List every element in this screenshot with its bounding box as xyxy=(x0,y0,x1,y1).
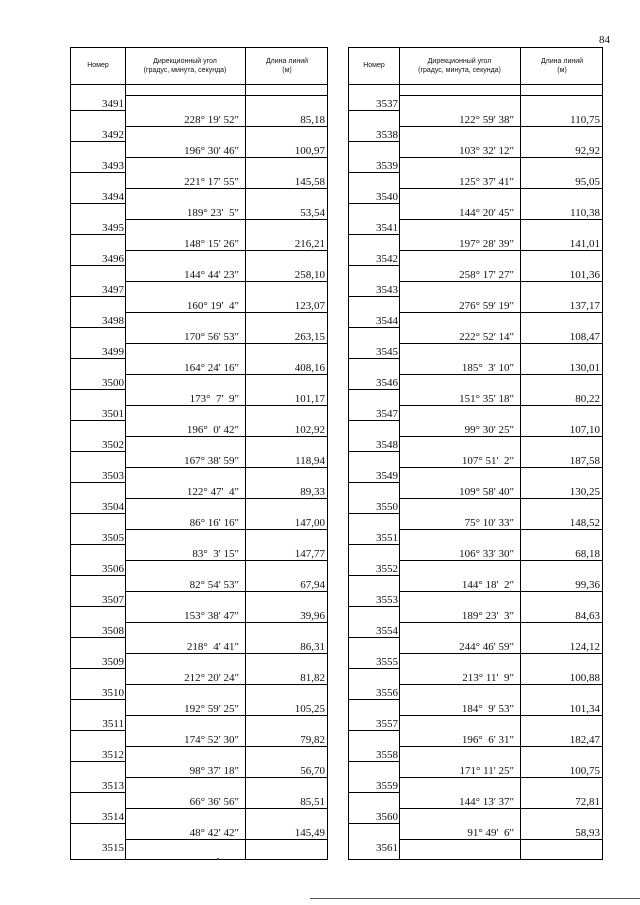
point-number: 3551 xyxy=(376,532,398,544)
direction-angle: 75° 10' 33" xyxy=(464,517,514,529)
row-rule xyxy=(349,358,399,359)
line-length: 148,52 xyxy=(569,517,600,529)
point-number: 3514 xyxy=(102,811,124,823)
row-rule xyxy=(399,777,602,778)
row-rule xyxy=(399,312,602,313)
line-length: 39,96 xyxy=(300,610,325,622)
row-rule xyxy=(71,637,125,638)
line-length: 95,05 xyxy=(575,176,600,188)
point-number: 3506 xyxy=(102,563,124,575)
row-rule xyxy=(71,544,125,545)
direction-angle: 213° 11' 9" xyxy=(462,672,514,684)
row-rule xyxy=(125,281,327,282)
point-number: 3539 xyxy=(376,160,398,172)
row-rule xyxy=(71,172,125,173)
row-rule xyxy=(125,622,327,623)
point-number: 3543 xyxy=(376,284,398,296)
line-length: 141,01 xyxy=(569,238,600,250)
direction-angle: 221° 17' 55" xyxy=(184,176,239,188)
direction-angle: 122° 47' 4" xyxy=(186,486,239,498)
header-length-units: (м) xyxy=(282,67,292,74)
line-length: 99,36 xyxy=(575,579,600,591)
row-rule xyxy=(71,730,125,731)
row-rule xyxy=(125,95,327,96)
line-length: 68,18 xyxy=(575,548,600,560)
row-rule xyxy=(125,374,327,375)
row-rule xyxy=(71,110,125,111)
direction-angle: 66° 36' 56" xyxy=(189,796,239,808)
header-length-title: Длина линий xyxy=(265,57,309,65)
point-number: 3557 xyxy=(376,718,398,730)
point-number: 3552 xyxy=(376,563,398,575)
row-rule xyxy=(125,343,327,344)
row-rule xyxy=(349,823,399,824)
line-length: 124,12 xyxy=(569,641,600,653)
point-number: 3504 xyxy=(102,501,124,513)
row-rule xyxy=(399,467,602,468)
coordinates-table-right xyxy=(348,47,603,860)
row-rule xyxy=(349,234,399,235)
row-rule xyxy=(71,327,125,328)
direction-angle: 197° 28' 39" xyxy=(459,238,514,250)
point-number: 3558 xyxy=(376,749,398,761)
row-rule xyxy=(125,839,327,840)
line-length: 258,10 xyxy=(294,269,325,281)
row-rule xyxy=(71,451,125,452)
row-rule xyxy=(399,839,602,840)
row-rule xyxy=(125,529,327,530)
row-rule xyxy=(71,389,125,390)
row-rule xyxy=(349,420,399,421)
row-rule xyxy=(125,591,327,592)
row-rule xyxy=(399,498,602,499)
point-number: 3545 xyxy=(376,346,398,358)
point-number: 3513 xyxy=(102,780,124,792)
line-length: 263,15 xyxy=(294,331,325,343)
line-length: 130,25 xyxy=(569,486,600,498)
point-number: 3556 xyxy=(376,687,398,699)
line-length: 101,36 xyxy=(569,269,600,281)
row-rule xyxy=(349,637,399,638)
row-rule xyxy=(125,467,327,468)
row-rule xyxy=(349,513,399,514)
direction-angle: 86° 16' 16" xyxy=(189,517,239,529)
row-rule xyxy=(71,699,125,700)
row-rule xyxy=(399,281,602,282)
direction-angle: 189° 23' 3" xyxy=(461,610,514,622)
direction-angle: 82° 54' 53" xyxy=(189,579,239,591)
direction-angle: 151° 35' 18" xyxy=(459,393,514,405)
row-rule xyxy=(71,296,125,297)
line-length: 137,17 xyxy=(569,300,600,312)
row-rule xyxy=(399,188,602,189)
row-rule xyxy=(349,606,399,607)
row-rule xyxy=(125,560,327,561)
point-number: 3537 xyxy=(376,98,398,110)
point-number: 3497 xyxy=(102,284,124,296)
row-rule xyxy=(349,792,399,793)
row-rule xyxy=(125,219,327,220)
direction-angle: 160° 19' 4" xyxy=(186,300,239,312)
header-angle xyxy=(125,48,245,84)
direction-angle: 83° 3' 15" xyxy=(192,548,239,560)
row-rule xyxy=(71,761,125,762)
header-number xyxy=(349,48,399,84)
direction-angle: 99° 30' 25" xyxy=(464,424,514,436)
direction-angle: 196° 6' 31" xyxy=(461,734,514,746)
direction-angle: 103° 32' 12" xyxy=(459,145,514,157)
row-rule xyxy=(71,265,125,266)
row-rule xyxy=(349,668,399,669)
header-number-label: Номер xyxy=(87,62,109,70)
header-length xyxy=(245,48,329,84)
row-rule xyxy=(349,296,399,297)
line-length: 107,10 xyxy=(569,424,600,436)
header-length-units: (м) xyxy=(557,67,567,74)
direction-angle: 144° 44' 23" xyxy=(184,269,239,281)
line-length: 79,82 xyxy=(300,734,325,746)
direction-angle: 212° 20' 24" xyxy=(184,672,239,684)
row-rule xyxy=(349,482,399,483)
point-number: 3550 xyxy=(376,501,398,513)
line-length: 85,51 xyxy=(300,796,325,808)
row-rule xyxy=(349,172,399,173)
row-rule xyxy=(125,436,327,437)
line-length: 408,16 xyxy=(294,362,325,374)
point-number: 3510 xyxy=(102,687,124,699)
row-rule xyxy=(71,420,125,421)
point-number: 3511 xyxy=(102,718,124,730)
direction-angle: 171° 11' 25" xyxy=(459,765,514,777)
row-rule xyxy=(349,389,399,390)
line-length: 187,58 xyxy=(569,455,600,467)
line-length: 145,49 xyxy=(294,827,325,839)
line-length: 84,63 xyxy=(575,610,600,622)
line-length: 67,94 xyxy=(300,579,325,591)
row-rule xyxy=(399,715,602,716)
direction-angle: 184° 9' 53" xyxy=(461,703,514,715)
table-header xyxy=(71,48,327,85)
point-number: 3546 xyxy=(376,377,398,389)
direction-angle: 167° 38' 59" xyxy=(184,455,239,467)
line-length: 102,92 xyxy=(294,424,325,436)
point-number: 3492 xyxy=(102,129,124,141)
point-number: 3553 xyxy=(376,594,398,606)
header-length xyxy=(520,48,604,84)
point-number: 3507 xyxy=(102,594,124,606)
point-number: 3508 xyxy=(102,625,124,637)
row-rule xyxy=(399,374,602,375)
direction-angle: 276° 59' 19" xyxy=(459,300,514,312)
line-length: 118,94 xyxy=(295,455,325,467)
scan-speck xyxy=(217,858,219,860)
line-length: 81,82 xyxy=(300,672,325,684)
row-rule xyxy=(399,746,602,747)
row-rule xyxy=(399,126,602,127)
point-number: 3544 xyxy=(376,315,398,327)
line-length: 100,88 xyxy=(569,672,600,684)
line-length: 100,97 xyxy=(294,145,325,157)
header-angle-title: Дирекционный угол xyxy=(427,57,492,65)
row-rule xyxy=(71,358,125,359)
row-rule xyxy=(71,513,125,514)
point-number: 3547 xyxy=(376,408,398,420)
direction-angle: 125° 37' 41" xyxy=(459,176,514,188)
point-number: 3505 xyxy=(102,532,124,544)
header-length-title: Длина линий xyxy=(540,57,584,65)
line-length: 110,38 xyxy=(570,207,600,219)
row-rule xyxy=(125,808,327,809)
row-rule xyxy=(125,126,327,127)
point-number: 3496 xyxy=(102,253,124,265)
point-number: 3542 xyxy=(376,253,398,265)
direction-angle: 196° 30' 46" xyxy=(184,145,239,157)
table-header xyxy=(349,48,602,85)
point-number: 3502 xyxy=(102,439,124,451)
row-rule xyxy=(125,777,327,778)
line-length: 58,93 xyxy=(575,827,600,839)
direction-angle: 98° 37' 18" xyxy=(189,765,239,777)
row-rule xyxy=(125,312,327,313)
row-rule xyxy=(125,188,327,189)
row-rule xyxy=(399,219,602,220)
row-rule xyxy=(349,699,399,700)
header-angle-units: (градус, минута, секунда) xyxy=(143,67,227,74)
point-number: 3538 xyxy=(376,129,398,141)
direction-angle: 196° 0' 42" xyxy=(186,424,239,436)
line-length: 89,33 xyxy=(300,486,325,498)
row-rule xyxy=(71,482,125,483)
row-rule xyxy=(71,203,125,204)
direction-angle: 258° 17' 27" xyxy=(459,269,514,281)
line-length: 85,18 xyxy=(300,114,325,126)
header-number xyxy=(71,48,125,84)
row-rule xyxy=(349,327,399,328)
row-rule xyxy=(71,575,125,576)
line-length: 101,17 xyxy=(294,393,325,405)
point-number: 3540 xyxy=(376,191,398,203)
row-rule xyxy=(349,203,399,204)
row-rule xyxy=(349,544,399,545)
row-rule xyxy=(399,808,602,809)
page-number: 84 xyxy=(599,34,610,46)
header-angle xyxy=(399,48,520,84)
row-rule xyxy=(71,234,125,235)
row-rule xyxy=(399,250,602,251)
line-length: 147,00 xyxy=(294,517,325,529)
row-rule xyxy=(71,668,125,669)
line-length: 72,81 xyxy=(575,796,600,808)
direction-angle: 144° 20' 45" xyxy=(459,207,514,219)
direction-angle: 222° 52' 14" xyxy=(459,331,514,343)
point-number: 3501 xyxy=(102,408,124,420)
header-angle-units: (градус, минута, секунда) xyxy=(418,67,501,74)
line-length: 53,54 xyxy=(300,207,325,219)
direction-angle: 174° 52' 30" xyxy=(184,734,239,746)
direction-angle: 106° 33' 30" xyxy=(459,548,514,560)
point-number: 3498 xyxy=(102,315,124,327)
line-length: 123,07 xyxy=(294,300,325,312)
line-length: 92,92 xyxy=(575,145,600,157)
row-rule xyxy=(399,343,602,344)
coordinates-table-left xyxy=(70,47,328,860)
row-rule xyxy=(71,823,125,824)
point-number: 3509 xyxy=(102,656,124,668)
direction-angle: 144° 13' 37" xyxy=(459,796,514,808)
point-number: 3500 xyxy=(102,377,124,389)
direction-angle: 164° 24' 16" xyxy=(184,362,239,374)
direction-angle: 192° 59' 25" xyxy=(184,703,239,715)
row-rule xyxy=(125,715,327,716)
point-number: 3515 xyxy=(102,842,124,854)
row-rule xyxy=(71,606,125,607)
row-rule xyxy=(399,560,602,561)
line-length: 110,75 xyxy=(570,114,600,126)
line-length: 101,34 xyxy=(569,703,600,715)
point-number: 3503 xyxy=(102,470,124,482)
point-number: 3549 xyxy=(376,470,398,482)
point-number: 3494 xyxy=(102,191,124,203)
direction-angle: 148° 15' 26" xyxy=(184,238,239,250)
point-number: 3499 xyxy=(102,346,124,358)
row-rule xyxy=(399,591,602,592)
line-length: 108,47 xyxy=(569,331,600,343)
line-length: 56,70 xyxy=(300,765,325,777)
point-number: 3559 xyxy=(376,780,398,792)
point-number: 3560 xyxy=(376,811,398,823)
line-length: 100,75 xyxy=(569,765,600,777)
row-rule xyxy=(125,746,327,747)
direction-angle: 244° 46' 59" xyxy=(459,641,514,653)
point-number: 3561 xyxy=(376,842,398,854)
line-length: 145,58 xyxy=(294,176,325,188)
row-rule xyxy=(349,141,399,142)
row-rule xyxy=(125,405,327,406)
row-rule xyxy=(349,575,399,576)
point-number: 3541 xyxy=(376,222,398,234)
direction-angle: 228° 19' 52" xyxy=(184,114,239,126)
direction-angle: 185° 3' 10" xyxy=(461,362,514,374)
header-angle-title: Дирекционный угол xyxy=(153,57,217,65)
direction-angle: 153° 38' 47" xyxy=(184,610,239,622)
line-length: 130,01 xyxy=(569,362,600,374)
direction-angle: 144° 18' 2" xyxy=(461,579,514,591)
point-number: 3555 xyxy=(376,656,398,668)
row-rule xyxy=(399,405,602,406)
row-rule xyxy=(399,622,602,623)
row-rule xyxy=(125,498,327,499)
line-length: 80,22 xyxy=(575,393,600,405)
row-rule xyxy=(399,436,602,437)
row-rule xyxy=(399,684,602,685)
row-rule xyxy=(399,529,602,530)
direction-angle: 122° 59' 38" xyxy=(459,114,514,126)
row-rule xyxy=(349,265,399,266)
row-rule xyxy=(125,250,327,251)
direction-angle: 109° 58' 40" xyxy=(459,486,514,498)
line-length: 147,77 xyxy=(294,548,325,560)
direction-angle: 91° 49' 6" xyxy=(467,827,514,839)
point-number: 3491 xyxy=(102,98,124,110)
direction-angle: 218° 4' 41" xyxy=(186,641,239,653)
line-length: 86,31 xyxy=(300,641,325,653)
row-rule xyxy=(71,141,125,142)
line-length: 105,25 xyxy=(294,703,325,715)
row-rule xyxy=(349,110,399,111)
row-rule xyxy=(125,684,327,685)
direction-angle: 107° 51' 2" xyxy=(461,455,514,467)
point-number: 3554 xyxy=(376,625,398,637)
footer-rule xyxy=(310,898,640,899)
row-rule xyxy=(349,730,399,731)
row-rule xyxy=(349,761,399,762)
direction-angle: 170° 56' 53" xyxy=(184,331,239,343)
header-number-label: Номер xyxy=(363,62,385,70)
row-rule xyxy=(399,157,602,158)
row-rule xyxy=(399,95,602,96)
row-rule xyxy=(125,157,327,158)
point-number: 3512 xyxy=(102,749,124,761)
point-number: 3495 xyxy=(102,222,124,234)
line-length: 216,21 xyxy=(294,238,325,250)
row-rule xyxy=(349,451,399,452)
point-number: 3548 xyxy=(376,439,398,451)
point-number: 3493 xyxy=(102,160,124,172)
direction-angle: 189° 23' 5" xyxy=(186,207,239,219)
row-rule xyxy=(399,653,602,654)
line-length: 182,47 xyxy=(569,734,600,746)
row-rule xyxy=(71,792,125,793)
direction-angle: 173° 7' 9" xyxy=(189,393,239,405)
direction-angle: 48° 42' 42" xyxy=(189,827,239,839)
row-rule xyxy=(125,653,327,654)
